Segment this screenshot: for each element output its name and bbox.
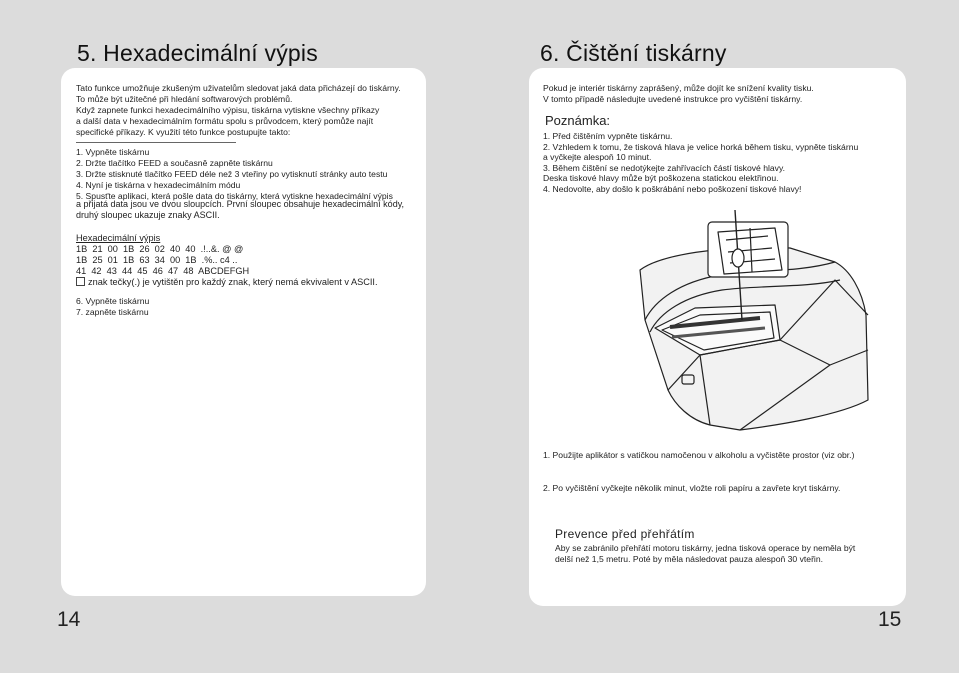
- intro-line-3: Když zapnete funkci hexadecimálního výpisu, tiskárna vytiskne všechny příkazy: [76, 105, 380, 115]
- intro-line-4: a další data v hexadecimálním formátu spolu s průvodcem, který pomůže najít: [76, 116, 374, 126]
- step-1: 1. Vypněte tiskárnu: [76, 147, 150, 157]
- cleaning-step-1: 1. Použijte aplikátor s vatičkou namočenou v alkoholu a vyčistěte prostor (viz obr.): [543, 450, 855, 460]
- cleaning-intro-1: Pokud je interiér tiskárny zaprášený, může dojít ke snížení kvality tisku.: [543, 83, 814, 93]
- note-2: 2. Vzhledem k tomu, že tisková hlava je velice horká během tisku, vypněte tiskárnu: [543, 142, 859, 152]
- page-number-right: 15: [878, 608, 902, 631]
- step-4: 4. Nyní je tiskárna v hexadecimálním módu: [76, 180, 241, 190]
- hex-dump-line-1: 1B 21 00 1B 26 02 40 40 .!..&. @ @: [76, 244, 244, 254]
- cleaning-intro-2: V tomto případě následujte uvedené instrukce pro vyčištění tiskárny.: [543, 94, 803, 104]
- note-1: 1. Před čištěním vypněte tiskárnu.: [543, 131, 673, 141]
- step-7: 7. zapněte tiskárnu: [76, 307, 149, 317]
- step-5: 5. Spusťte aplikaci, která pošle data do tiskárny, která vytiskne hexadecimální výpis: [76, 191, 393, 201]
- printer-cleaning-illustration: [600, 200, 910, 440]
- hex-dump-line-2: 1B 25 01 1B 63 34 00 1B .%.. c4 ..: [76, 255, 238, 265]
- divider-line: [76, 142, 236, 143]
- hex-dump-title: Hexadecimální výpis: [76, 233, 161, 243]
- page-number-left: 14: [57, 608, 81, 631]
- step-6: 6. Vypněte tiskárnu: [76, 296, 150, 306]
- step-3: 3. Držte stisknuté tlačítko FEED déle než 3 vteřiny po vytisknutí stránky auto testu: [76, 169, 388, 179]
- page-title-right: 6. Čištění tiskárny: [540, 40, 727, 66]
- note-heading: Poznámka:: [545, 113, 611, 128]
- step-5-cont-1: a přijatá data jsou ve dvou sloupcích. První sloupec obsahuje hexadecimální kódy,: [76, 199, 405, 209]
- intro-line-2: To může být užitečné při hledání softwarových problémů.: [76, 94, 293, 104]
- cleaning-step-2: 2. Po vyčištění vyčkejte několik minut, vložte roli papíru a zavřete kryt tiskárny.: [543, 483, 841, 493]
- prevention-text-1: Aby se zabránilo přehřátí motoru tiskárny, jedna tisková operace by neměla být: [555, 543, 856, 553]
- note-2-cont: a vyčkejte alespoň 10 minut.: [543, 152, 652, 162]
- note-3-cont: Deska tiskové hlavy může být poškozena statickou elektřinou.: [543, 173, 779, 183]
- intro-line-5: specifické příkazy. K využití této funkce postupujte takto:: [76, 127, 291, 137]
- prevention-text-2: delší než 1,5 metru. Poté by měla následovat pauza alespoň 30 vteřin.: [555, 554, 824, 564]
- note-4: 4. Nedovolte, aby došlo k poškrábání nebo poškození tiskové hlavy!: [543, 184, 802, 194]
- step-2: 2. Držte tlačítko FEED a současně zapněte tiskárnu: [76, 158, 273, 168]
- prevention-heading: Prevence před přehřátím: [555, 527, 695, 541]
- hex-dump-note: [76, 277, 378, 289]
- square-bullet-icon: [76, 277, 85, 286]
- note-3: 3. Během čištění se nedotýkejte zahřívacích částí tiskové hlavy.: [543, 163, 786, 173]
- hex-dump-note-text: znak tečky(.) je vytištěn pro každý znak, který nemá ekvivalent v ASCII.: [88, 277, 378, 287]
- hex-dump-line-3: 41 42 43 44 45 46 47 48 ABCDEFGH: [76, 266, 250, 276]
- page-title-left: 5. Hexadecimální výpis: [77, 40, 318, 66]
- intro-line-1: Tato funkce umožňuje zkušeným uživatelům sledovat jaká data přicházejí do tiskárny.: [76, 83, 401, 93]
- step-5-cont-2: druhý sloupec ukazuje znaky ASCII.: [76, 210, 220, 220]
